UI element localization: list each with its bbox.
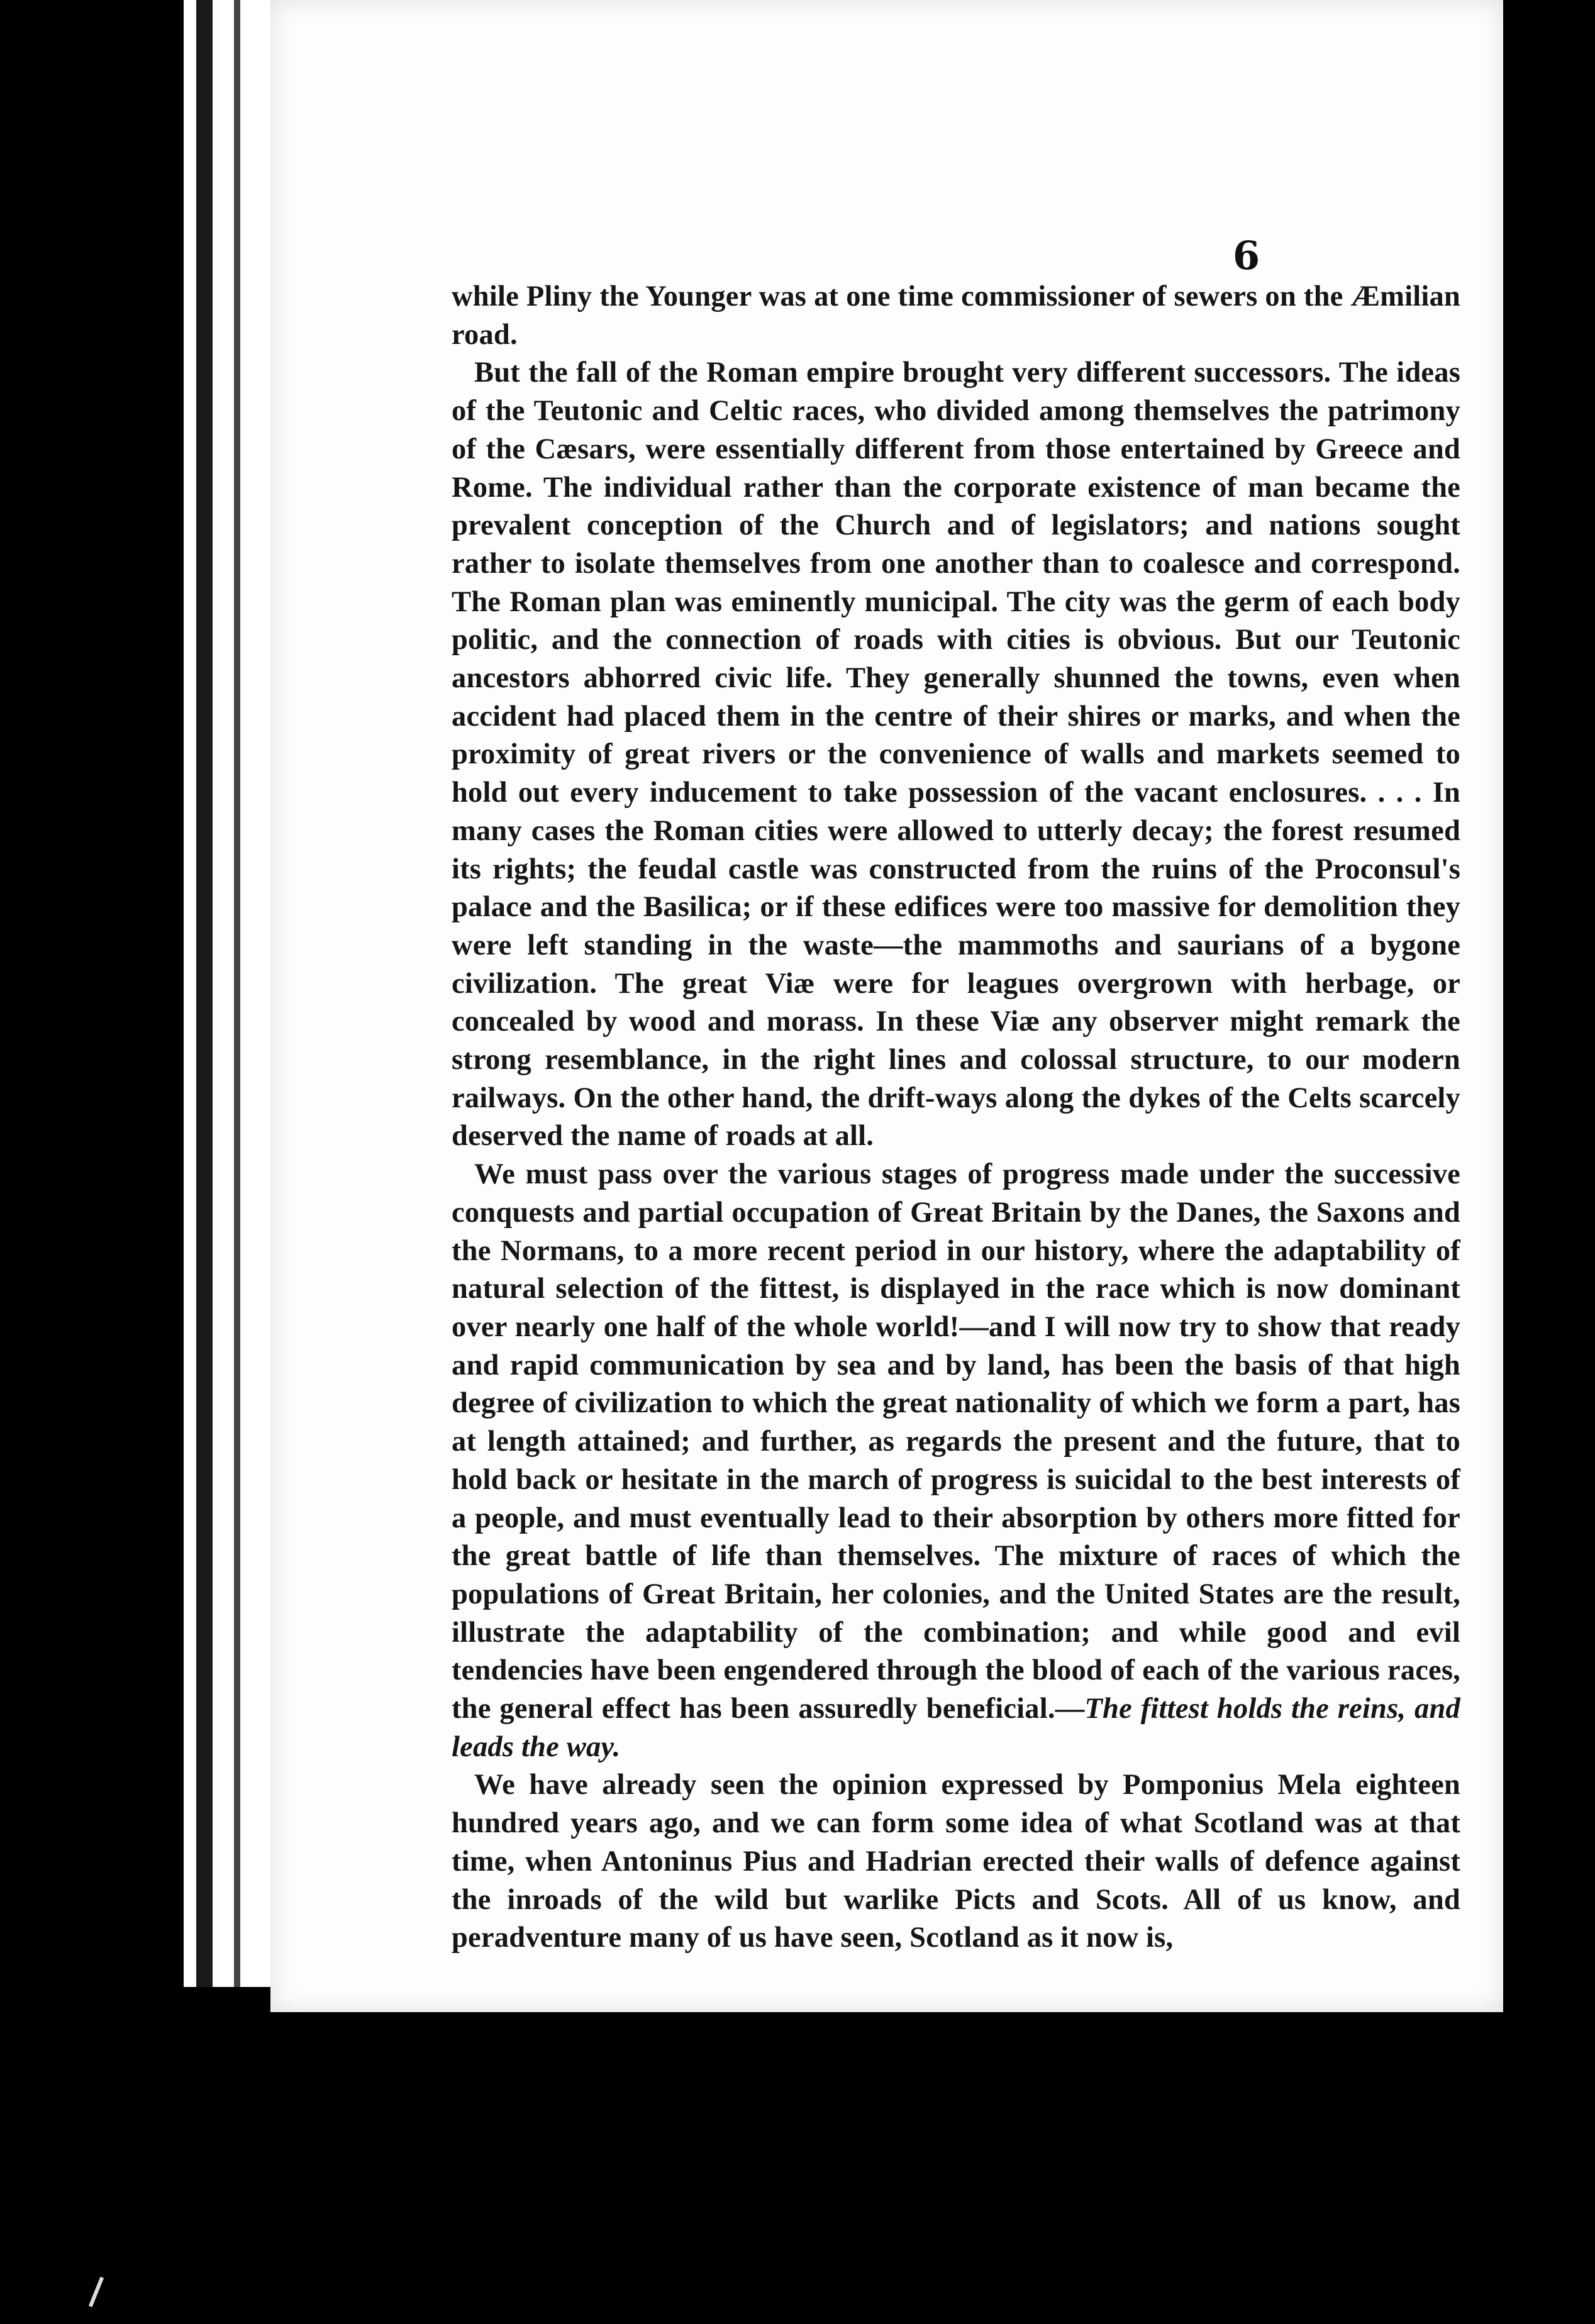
paragraph-1-text: while Pliny the Younger was at one time commissioner of sewers on the Æmilian road. (452, 280, 1460, 351)
paragraph-1 (452, 278, 1460, 354)
paragraph-3 (452, 1156, 1460, 1766)
paragraph-3-text: We must pass over the various stages of progress made under the successive conquests and partial occupation of Great Britain by the Danes, the Saxons and the Normans, to a more recent period in our history, where the adaptability of natural selection of the fittest, is displayed in the race which is now dominant over nearly one half of the whole world!—and I will now try to show that ready and rapid communication by sea and by land, has been the basis of that high degree of civilization to which the great nationality of which we form a part, has at length attained; and further, as regards the present and the future, that to hold back or hesitate in the march of progress is suicidal to the best interests of a people, and must eventually lead to their absorption by others more fitted for the great battle of life than themselves. The mixture of races of which the populations of Great Britain, her colonies, and the United States are the result, illustrate the adaptability of the combination; and while good and evil tendencies have been engendered through the blood of each of the various races, the general effect has been assuredly beneficial.— (452, 1158, 1460, 1725)
paragraph-2 (452, 354, 1460, 1156)
spine-line (234, 0, 240, 1987)
paragraph-4-text: We have already seen the opinion expressed by Pomponius Mela eighteen hundred years ago, and we can form some idea of what Scotland was at that time, when Antoninus Pius and Hadrian erected their walls of defence against the inroads of the wild but warlike Picts and Scots. All of us know, and peradventure many of us have seen, Scotland as it now is, (452, 1769, 1460, 1954)
paragraph-4 (452, 1766, 1460, 1957)
bottom-dark-margin (0, 2012, 1595, 2324)
paragraph-2-text: But the fall of the Roman empire brought very different successors. The ideas of the Teutonic and Celtic races, who divided among themselves the patrimony of the Cæsars, were essentially different from those entertained by Greece and Rome. The individual rather than the corporate existence of man became the prevalent conception of the Church and of legislators; and nations sought rather to isolate themselves from one another than to coalesce and correspond. The Roman plan was eminently municipal. The city was the germ of each body politic, and the connection of roads with cities is obvious. But our Teutonic ancestors abhorred civic life. They generally shunned the towns, even when accident had placed them in the centre of their shires or marks, and when the proximity of great rivers or the convenience of walls and markets seemed to hold out every inducement to take possession of the vacant enclosures. . . . In many cases the Roman cities were allowed to utterly decay; the forest resumed its rights; the feudal castle was constructed from the ruins of the Proconsul's palace and the Basilica; or if these edifices were too massive for demolition they were left standing in the waste—the mammoths and saurians of a bygone civilization. The great Viæ were for leagues overgrown with herbage, or concealed by wood and morass. In these Viæ any observer might remark the strong resemblance, in the right lines and colossal structure, to our modern railways. On the other hand, the drift-ways along the dykes of the Celts scarcely deserved the name of roads at all. (452, 357, 1460, 1153)
right-dark-margin (1503, 0, 1595, 2324)
page-number: 6 (1233, 233, 1260, 279)
left-dark-margin (0, 0, 184, 2324)
page-body-text (452, 278, 1460, 1957)
paragraph-3-italic-motto: The fittest holds the reins, and leads the way. (452, 1693, 1461, 1763)
spine-shadow-stripe (196, 0, 213, 1987)
book-page (270, 0, 1503, 2012)
